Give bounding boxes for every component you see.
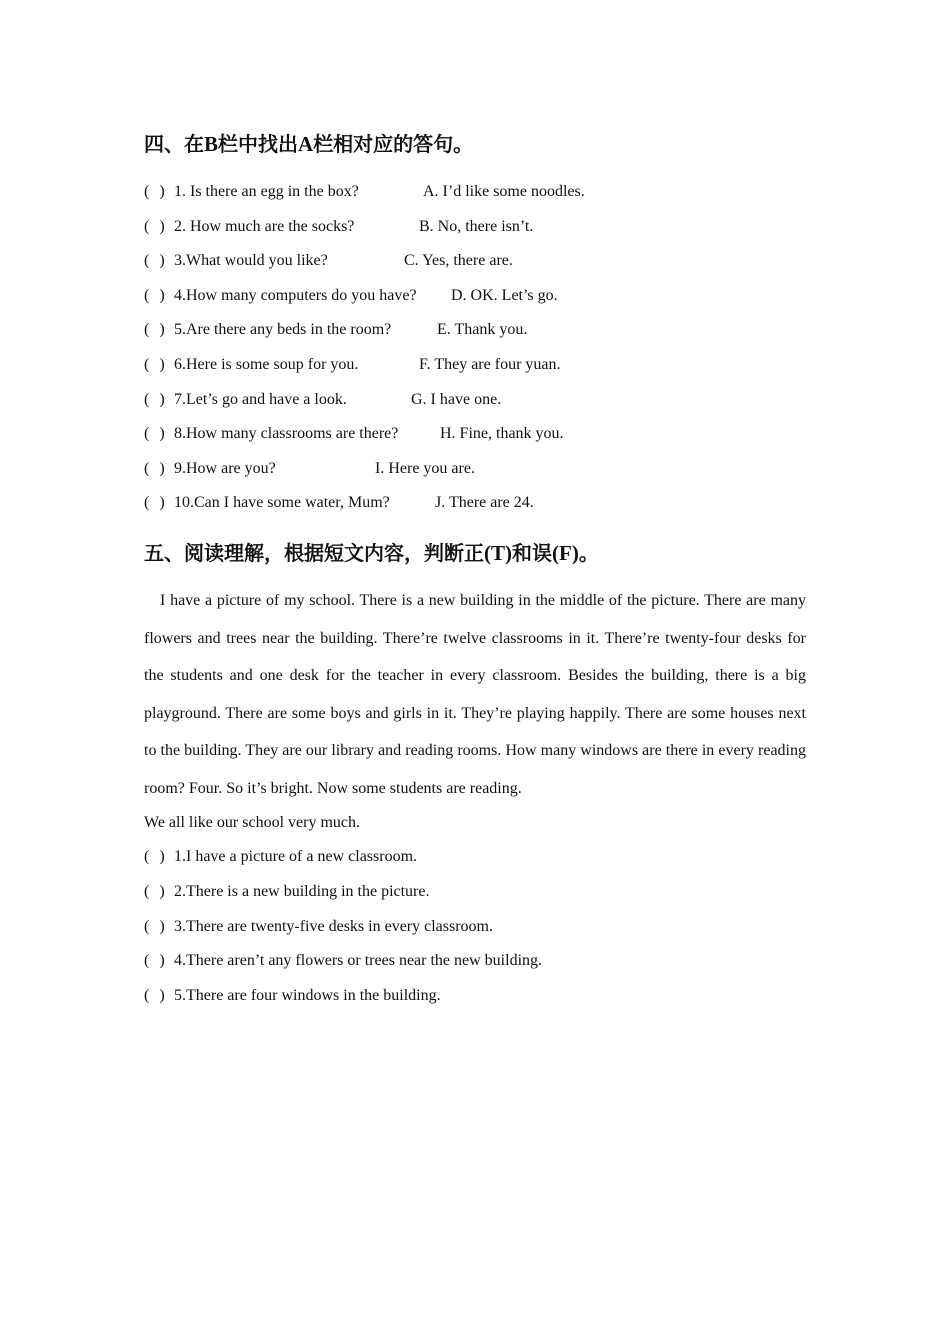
answer-text: F. They are four yuan. (419, 356, 561, 373)
section-4-title-mid: 栏中找出 (218, 132, 299, 156)
answer-blank[interactable]: ( ) (144, 952, 165, 969)
answer-text: E. Thank you. (437, 321, 528, 338)
reading-passage-end: We all like our school very much. (144, 814, 360, 831)
answer-blank[interactable]: ( ) (144, 494, 165, 511)
section-5-title-mid: 和误 (512, 541, 552, 565)
statement-text: 2.There is a new building in the picture. (174, 883, 430, 900)
answer-text: J. There are 24. (435, 494, 534, 511)
section-5-title (144, 537, 599, 566)
answer-blank[interactable]: ( ) (144, 321, 165, 338)
section-5-title-f: (F) (552, 541, 579, 565)
question-text: 7.Let’s go and have a look. (174, 391, 347, 408)
section-4-title (144, 128, 473, 157)
answer-blank[interactable]: ( ) (144, 252, 165, 269)
matching-item-6 (144, 355, 664, 375)
statement-text: 5.There are four windows in the building. (174, 987, 441, 1004)
answer-blank[interactable]: ( ) (144, 460, 165, 477)
answer-text: B. No, there isn’t. (419, 218, 534, 235)
question-text: 10.Can I have some water, Mum? (174, 494, 390, 511)
section-5-title-t: (T) (484, 541, 512, 565)
answer-blank[interactable]: ( ) (144, 391, 165, 408)
matching-item-5 (144, 320, 664, 340)
answer-blank[interactable]: ( ) (144, 425, 165, 442)
section-4-title-b: B (204, 132, 219, 156)
statement-text: 1.I have a picture of a new classroom. (174, 848, 418, 865)
question-text: 4.How many computers do you have? (174, 287, 417, 304)
answer-text: H. Fine, thank you. (440, 425, 564, 442)
tf-statement-1 (144, 847, 417, 867)
answer-blank[interactable]: ( ) (144, 918, 165, 935)
answer-text: G. I have one. (411, 391, 502, 408)
answer-blank[interactable]: ( ) (144, 848, 165, 865)
tf-statement-2 (144, 882, 429, 902)
answer-text: A. I’d like some noodles. (423, 183, 585, 200)
matching-item-9 (144, 459, 664, 479)
matching-item-2 (144, 217, 664, 237)
matching-item-1 (144, 182, 664, 202)
answer-text: D. OK. Let’s go. (451, 287, 558, 304)
reading-passage: I have a picture of my school. There is a new building in the middle of the picture. There are many flowers and trees near the building. There’re twelve classrooms in it. There’re twenty-four desks for the students and one desk for the teacher in every classroom. Besides the building, there is a big playground. There are some boys and girls in it. They’re playing happily. There are some houses next to the building. They are our library and reading rooms. How many windows are there in every reading room? Four. So it’s bright. Now some students are reading. (144, 592, 806, 797)
tf-statement-3 (144, 917, 493, 937)
answer-blank[interactable]: ( ) (144, 883, 165, 900)
question-text: 6.Here is some soup for you. (174, 356, 359, 373)
matching-item-3 (144, 251, 664, 271)
matching-item-7 (144, 390, 664, 410)
section-4-title-a: A (298, 132, 314, 156)
section-4-title-suffix: 栏相对应的答句。 (313, 132, 474, 156)
tf-statement-5 (144, 986, 441, 1006)
question-text: 5.Are there any beds in the room? (174, 321, 392, 338)
matching-item-10 (144, 493, 664, 513)
section-4-title-prefix: 四、在 (144, 132, 204, 156)
answer-text: C. Yes, there are. (404, 252, 513, 269)
question-text: 1. Is there an egg in the box? (174, 183, 359, 200)
question-text: 3.What would you like? (174, 252, 328, 269)
matching-item-8 (144, 424, 664, 444)
answer-blank[interactable]: ( ) (144, 218, 165, 235)
answer-blank[interactable]: ( ) (144, 183, 165, 200)
question-text: 2. How much are the socks? (174, 218, 355, 235)
statement-text: 4.There aren’t any flowers or trees near the new building. (174, 952, 543, 969)
answer-blank[interactable]: ( ) (144, 287, 165, 304)
answer-text: I. Here you are. (375, 460, 475, 477)
answer-blank[interactable]: ( ) (144, 356, 165, 373)
section-5-title-suffix: 。 (578, 541, 599, 565)
matching-item-4 (144, 286, 664, 306)
statement-text: 3.There are twenty-five desks in every classroom. (174, 918, 493, 935)
question-text: 8.How many classrooms are there? (174, 425, 399, 442)
tf-statement-4 (144, 951, 542, 971)
question-text: 9.How are you? (174, 460, 276, 477)
answer-blank[interactable]: ( ) (144, 987, 165, 1004)
section-5-title-prefix: 五、阅读理解，根据短文内容，判断正 (144, 541, 484, 565)
